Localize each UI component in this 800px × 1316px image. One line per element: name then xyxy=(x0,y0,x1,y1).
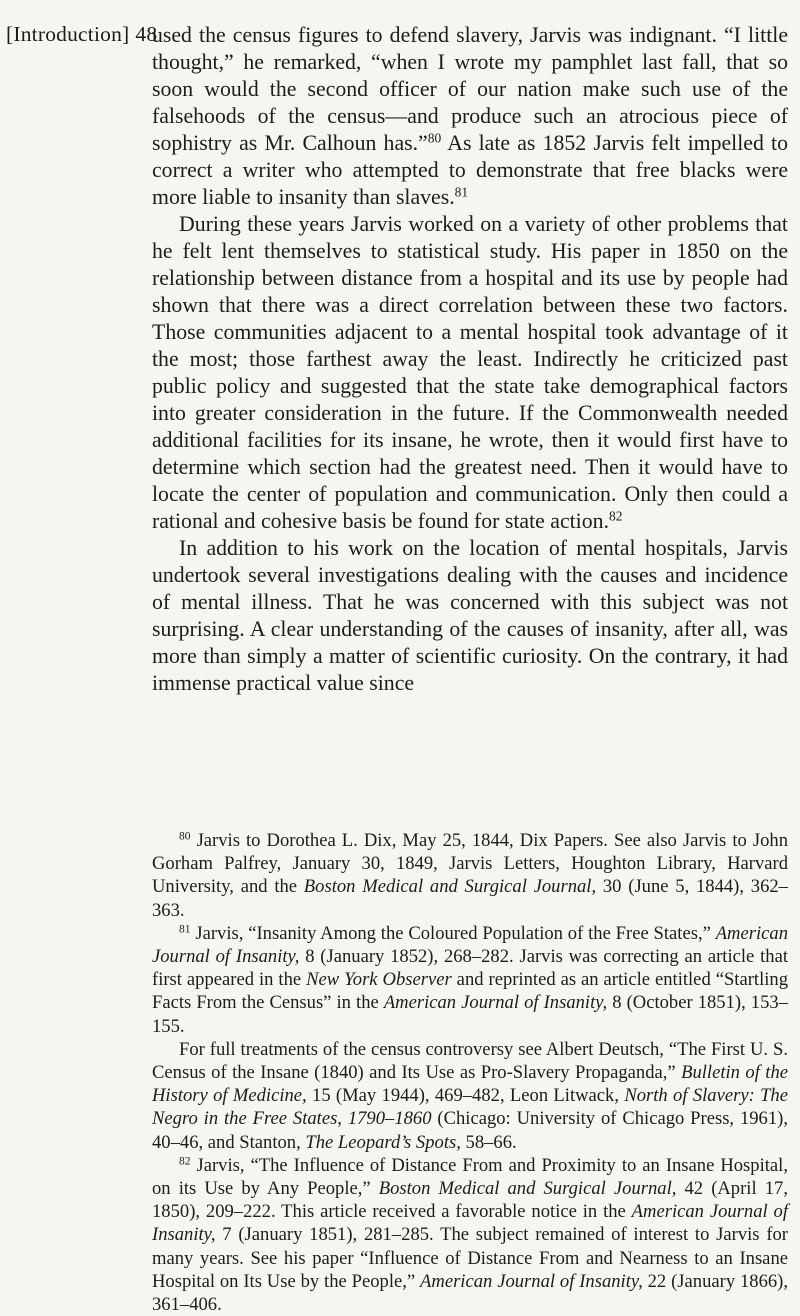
footnote-82: $^{82}$ Jarvis, “The Influence of Distance From and Proximity to an Insane Hospital, on its Use by Any People,” Boston Medical and Surgical Journal, 42 (April 17, 1850), 209–222. This article received a favorable notice in the American Journal of Insanity, 7 (January 1851), 281–285. The subject remained of interest to Jarvis for many years. See his paper “Influence of Distance From and Nearness to an Insane Hospital on Its Use by the People,” American Journal of Insanity, 22 (January 1866), 361–406. xyxy=(152,1154,789,1316)
footnote-ref-82[interactable]: 82 xyxy=(608,508,623,524)
paragraph-1: used the census figures to defend slavery, Jarvis was indignant. “I little thought,” he remarked, “when I wrote my pamphlet last fall, that so soon would the second officer of our nation make such use of the falsehoods of the census—and produce such an atrocious piece of sophistry as Mr. Calhoun has.”$^{80}$ As late as 1852 Jarvis felt impelled to correct a writer who attempted to demonstrate that free blacks were more liable to insanity than slaves.$^{81}$ xyxy=(152,23,789,209)
main-text xyxy=(152,22,788,697)
footnote-81-continued: For full treatments of the census controversy see Albert Deutsch, “The First U. S. Census of the Insane (1840) and Its Use as Pro-Slavery Propaganda,” Bulletin of the History of Medicine, 15 (May 1944), 469–482, Leon Litwack, North of Slavery: The Negro in the Free States, 1790–1860 (Chicago: University of Chicago Press, 1961), 40–46, and Stanton, The Leopard’s Spots, 58–66. xyxy=(152,1038,788,1153)
footnote-mark: 80 xyxy=(179,830,191,843)
running-header xyxy=(6,22,157,47)
paragraph-3: In addition to his work on the location of mental hospitals, Jarvis undertook several investigations dealing with the causes and incidence of mental illness. That he was concerned with this subject was not surprising. A clear understanding of the causes of insanity, after all, was more than simply a matter of scientific curiosity. On the contrary, it had immense practical value since xyxy=(152,536,788,695)
footnotes xyxy=(152,829,788,1316)
page-number: 48 xyxy=(135,22,158,46)
paragraph-2: During these years Jarvis worked on a variety of other problems that he felt lent themselves to statistical study. His paper in 1850 on the relationship between distance from a hospital and its use by people had shown that there was a direct correlation between these two factors. Those communities adjacent to a mental hospital took advantage of it the most; those farthest away the least. Indirectly he criticized past public policy and suggested that the state take demographical factors into greater consideration in the future. If the Commonwealth needed additional facilities for its insane, he wrote, then it would first have to determine which section had the greatest need. Then it would have to locate the center of population and communication. Only then could a rational and cohesive basis be found for state action.$^{82}$ xyxy=(152,212,788,533)
footnote-mark: 82 xyxy=(179,1155,191,1168)
section-title: [Introduction] xyxy=(6,22,130,46)
footnote-81: $^{81}$ Jarvis, “Insanity Among the Coloured Population of the Free States,” American Journal of Insanity, 8 (January 1852), 268–282. Jarvis was correcting an article that first appeared in the New York Observer and reprinted as an article entitled “Startling Facts From the Census” in the American Journal of Insanity, 8 (October 1851), 153–155. xyxy=(152,922,788,1037)
footnote-mark: 81 xyxy=(179,923,191,936)
footnote-80: $^{80}$ Jarvis to Dorothea L. Dix, May 25, 1844, Dix Papers. See also Jarvis to John Gorham Palfrey, January 30, 1849, Jarvis Letters, Houghton Library, Harvard University, and the Boston Medical and Surgical Journal, 30 (June 5, 1844), 362–363. xyxy=(152,830,788,921)
footnote-ref-80[interactable]: 80 xyxy=(427,130,442,146)
footnote-ref-81[interactable]: 81 xyxy=(454,184,469,200)
